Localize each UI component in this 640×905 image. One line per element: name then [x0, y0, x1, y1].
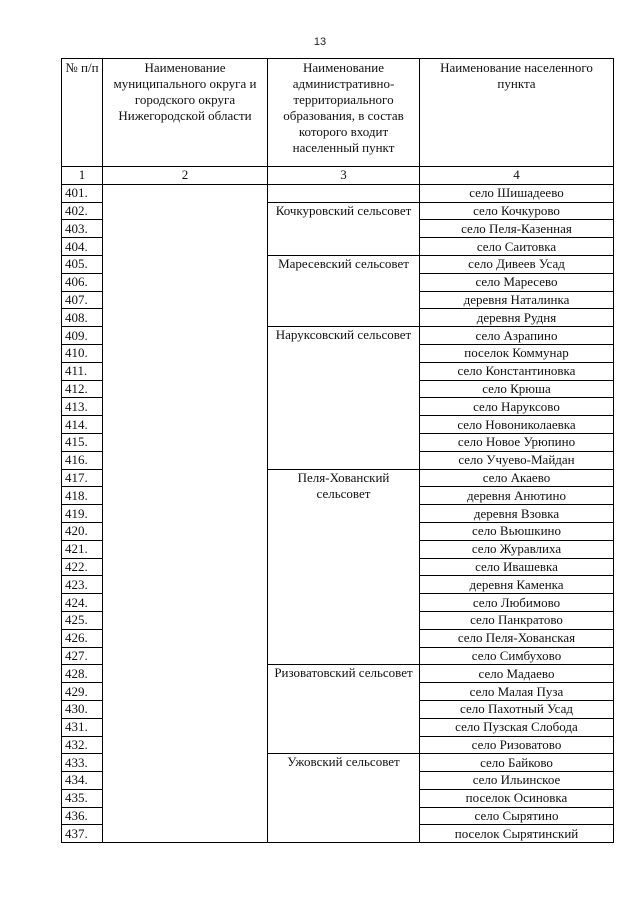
settlement-name: село Байково [420, 754, 614, 772]
admin-unit-cell [268, 184, 420, 202]
settlement-name: село Пеля-Хованская [420, 629, 614, 647]
row-number: 418. [62, 487, 103, 505]
municipality-cell [103, 184, 268, 842]
page-number: 13 [313, 36, 327, 48]
header-number: № п/п [62, 59, 103, 167]
settlement-name: поселок Осиновка [420, 789, 614, 807]
row-number: 409. [62, 327, 103, 345]
settlement-name: село Симбухово [420, 647, 614, 665]
settlement-name: село Шишадеево [420, 184, 614, 202]
row-number: 428. [62, 665, 103, 683]
admin-unit-cell: Пеля-Хованский сельсовет [268, 469, 420, 665]
row-number: 423. [62, 576, 103, 594]
settlement-name: село Крюша [420, 380, 614, 398]
settlements-table [61, 58, 614, 843]
settlement-name: поселок Коммунар [420, 344, 614, 362]
column-number: 1 [62, 167, 103, 185]
settlement-name: село Ризоватово [420, 736, 614, 754]
column-number: 4 [420, 167, 614, 185]
settlement-name: поселок Сырятинский [420, 825, 614, 843]
settlement-name: село Малая Пуза [420, 683, 614, 701]
settlement-name: деревня Рудня [420, 309, 614, 327]
row-number: 433. [62, 754, 103, 772]
column-number: 2 [103, 167, 268, 185]
settlement-name: село Вьюшкино [420, 522, 614, 540]
header-settlement: Наименование населенного пункта [420, 59, 614, 167]
settlement-name: село Новое Урюпино [420, 433, 614, 451]
row-number: 402. [62, 202, 103, 220]
row-number: 437. [62, 825, 103, 843]
admin-unit-cell: Ужовский сельсовет [268, 754, 420, 843]
row-number: 419. [62, 505, 103, 523]
admin-unit-cell: Маресевский сельсовет [268, 255, 420, 326]
table-body [62, 184, 614, 842]
row-number: 401. [62, 184, 103, 202]
row-number: 403. [62, 220, 103, 238]
row-number: 422. [62, 558, 103, 576]
settlement-name: село Сырятино [420, 807, 614, 825]
row-number: 429. [62, 683, 103, 701]
settlement-name: село Ивашевка [420, 558, 614, 576]
row-number: 425. [62, 611, 103, 629]
settlement-name: село Пахотный Усад [420, 700, 614, 718]
settlement-name: деревня Наталинка [420, 291, 614, 309]
settlement-name: село Ильинское [420, 772, 614, 790]
settlement-name: село Саитовка [420, 238, 614, 256]
row-number: 430. [62, 700, 103, 718]
table-row [62, 184, 614, 202]
column-number: 3 [268, 167, 420, 185]
row-number: 413. [62, 398, 103, 416]
row-number: 412. [62, 380, 103, 398]
settlement-name: село Дивеев Усад [420, 255, 614, 273]
row-number: 406. [62, 273, 103, 291]
admin-unit-cell: Наруксовский сельсовет [268, 327, 420, 469]
row-number: 410. [62, 344, 103, 362]
row-number: 424. [62, 594, 103, 612]
row-number: 416. [62, 451, 103, 469]
settlement-name: село Журавлиха [420, 540, 614, 558]
row-number: 420. [62, 522, 103, 540]
row-number: 426. [62, 629, 103, 647]
settlement-name: село Маресево [420, 273, 614, 291]
row-number: 417. [62, 469, 103, 487]
row-number: 411. [62, 362, 103, 380]
settlement-name: село Пеля-Казенная [420, 220, 614, 238]
settlement-name: село Азрапино [420, 327, 614, 345]
settlement-name: село Новониколаевка [420, 416, 614, 434]
row-number: 421. [62, 540, 103, 558]
row-number: 405. [62, 255, 103, 273]
settlement-name: село Панкратово [420, 611, 614, 629]
settlement-name: деревня Каменка [420, 576, 614, 594]
settlement-name: село Пузская Слобода [420, 718, 614, 736]
row-number: 408. [62, 309, 103, 327]
row-number: 435. [62, 789, 103, 807]
row-number: 432. [62, 736, 103, 754]
row-number: 436. [62, 807, 103, 825]
admin-unit-cell: Ризоватовский сельсовет [268, 665, 420, 754]
header-municipality: Наименование муниципального округа и городского округа Нижегородской области [103, 59, 268, 167]
row-number: 415. [62, 433, 103, 451]
row-number: 414. [62, 416, 103, 434]
settlement-name: село Любимово [420, 594, 614, 612]
row-number: 407. [62, 291, 103, 309]
header-admin-unit: Наименование административно-территориального образования, в состав которого входит населенный пункт [268, 59, 420, 167]
row-number: 404. [62, 238, 103, 256]
column-number-row [62, 167, 614, 185]
row-number: 431. [62, 718, 103, 736]
settlement-name: село Мадаево [420, 665, 614, 683]
row-number: 427. [62, 647, 103, 665]
settlement-name: село Константиновка [420, 362, 614, 380]
admin-unit-cell: Кочкуровский сельсовет [268, 202, 420, 255]
settlement-name: село Кочкурово [420, 202, 614, 220]
settlement-name: село Учуево-Майдан [420, 451, 614, 469]
settlement-name: деревня Анютино [420, 487, 614, 505]
table-header-row [62, 59, 614, 167]
settlement-name: село Наруксово [420, 398, 614, 416]
row-number: 434. [62, 772, 103, 790]
settlement-name: село Акаево [420, 469, 614, 487]
settlement-name: деревня Взовка [420, 505, 614, 523]
